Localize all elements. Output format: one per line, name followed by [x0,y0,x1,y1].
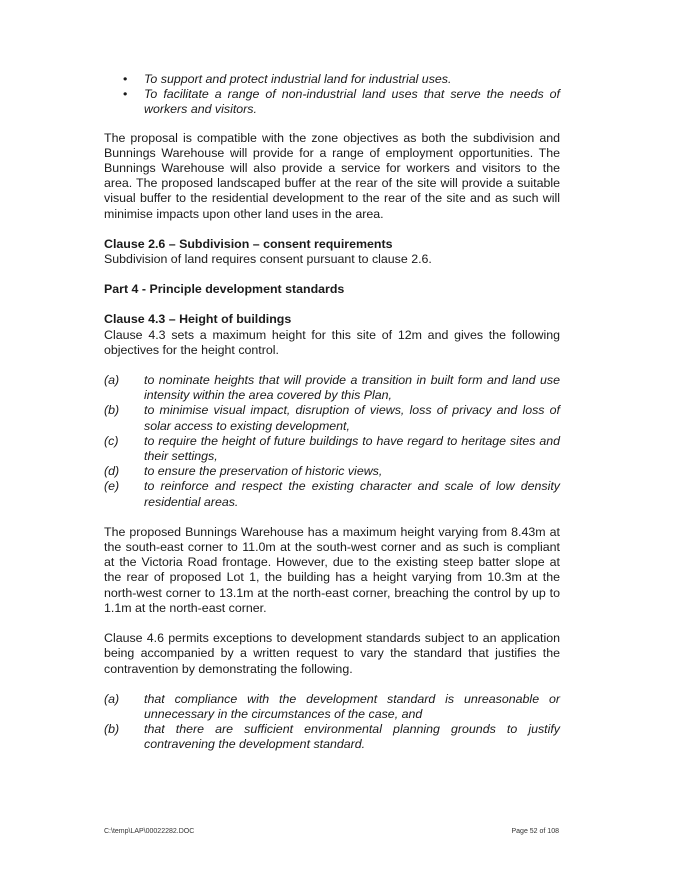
clause-2-6-heading: Clause 2.6 – Subdivision – consent requirements [104,236,393,251]
clause-4-3-heading: Clause 4.3 – Height of buildings [104,312,292,327]
list-item: (e) to reinforce and respect the existing character and scale of low density residential areas. [104,479,560,509]
zone-objectives-list [104,72,560,118]
list-item: (c) to require the height of future buildings to have regard to heritage sites and their settings, [104,433,560,464]
bullet-icon: • [123,87,128,102]
paragraph: Clause 4.3 sets a maximum height for this site of 12m and gives the following objectives for the height control. [104,327,560,357]
list-item: (b) to minimise visual impact, disruption of views, loss of privacy and loss of solar access to existing development, [104,403,560,433]
list-item: (a) to nominate heights that will provide a transition in built form and land use intensity within the area covered by this Plan, [104,373,560,403]
bullet-icon: • [123,72,128,86]
list-item: (d) to ensure the preservation of historic views, [104,464,383,479]
list-item: (b) that there are sufficient environmental planning grounds to justify contravening the development standard. [104,722,560,752]
height-objectives-list [104,373,560,510]
footer-page-number: Page 52 of 108 [511,828,559,835]
paragraph: The proposal is compatible with the zone objectives as both the subdivision and Bunnings Warehouse will provide for a range of employment opportunities. The Bunnings Warehouse will also provide a service for workers and visitors to the area. The proposed landscaped buffer at the rear of the site will provide a suitable visual buffer to the residential development to the rear of the site and as such will minimise impacts upon other land uses in the area. [104,130,560,221]
list-item: (a) that compliance with the development standard is unreasonable or unnecessary in the circumstances of the case, and [104,691,560,721]
footer-file-path: C:\temp\LAP\00022282.DOC [104,828,195,835]
part-4-heading: Part 4 - Principle development standards [104,282,345,297]
list-item: • To support and protect industrial land for industrial uses. [123,72,452,86]
clause-4-6-conditions-list [104,692,560,753]
paragraph: The proposed Bunnings Warehouse has a maximum height varying from 8.43m at the south-east corner to 11.0m at the south-west corner and as such is compliant at the Victoria Road frontage. However, due to the existing steep batter slope at the rear of proposed Lot 1, the building has a height varying from 10.3m at the north-west corner to 13.1m at the north-east corner, breaching the control by up to 1.1m at the north-east corner. [104,524,560,615]
paragraph: Clause 4.6 permits exceptions to development standards subject to an application being accompanied by a written request to vary the standard that justifies the contravention by demonstrating the following. [104,631,560,676]
list-item: • To facilitate a range of non-industrial land uses that serve the needs of workers and visitors. [123,87,560,117]
document-body [104,72,560,768]
paragraph: Subdivision of land requires consent pursuant to clause 2.6. [104,252,432,267]
